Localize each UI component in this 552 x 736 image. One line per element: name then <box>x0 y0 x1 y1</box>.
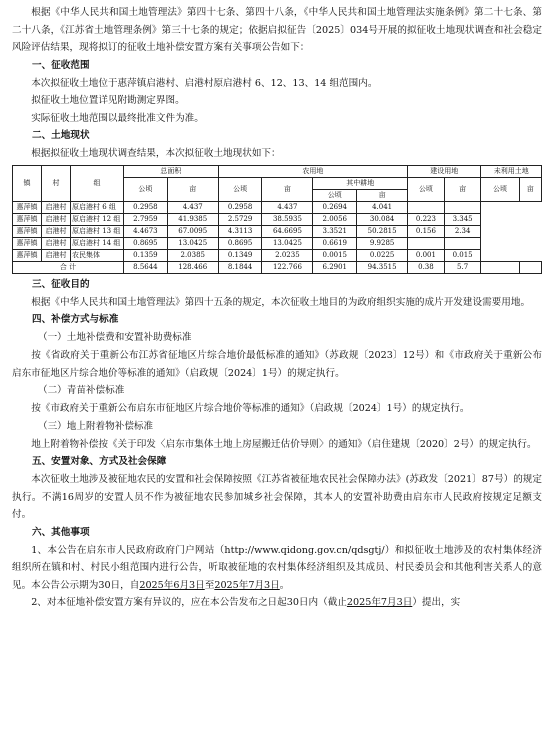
table-cell: 2.0385 <box>167 249 218 261</box>
table-cell: 2.34 <box>444 225 481 237</box>
table-cell: 4.041 <box>357 201 408 213</box>
header-of-which-farmland: 其中耕地 <box>313 177 408 189</box>
table-cell: 惠萍镇 <box>13 237 42 249</box>
s1-paragraph-1: 本次拟征收土地位于惠萍镇启港村、启港村原启港村 6、12、13、14 组范围内。 <box>31 77 378 89</box>
unit-gq: 公顷 <box>313 189 357 201</box>
table-cell: 0.223 <box>408 213 445 225</box>
group-name-cell: 农民集体 <box>71 249 124 261</box>
table-row <box>13 249 542 261</box>
table-cell: 0.6619 <box>313 237 357 249</box>
group-name-cell: 原启港村 14 组 <box>71 237 124 249</box>
table-cell: 0.156 <box>408 225 445 237</box>
s6-p2-text-a: 2、对本征地补偿安置方案有异议的，应在本公告发布之日起30日内（截止 <box>31 597 347 608</box>
table-cell: 0.0015 <box>313 249 357 261</box>
header-total-area: 总面积 <box>124 165 219 177</box>
table-cell: 41.9385 <box>167 213 218 225</box>
unit-mu: 亩 <box>357 189 408 201</box>
unit-gq: 公顷 <box>218 177 262 201</box>
table-cell: 0.001 <box>408 249 445 261</box>
unit-mu: 亩 <box>444 177 481 201</box>
s4-paragraph-1: 按《省政府关于重新公布江苏省征地区片综合地价最低标准的通知》（苏政规〔2023〕12号）和《市政府关于重新公布启东市征地区片综合地价等标准的通知》（启政规〔2024〕1号）的规定执行。 <box>12 350 542 379</box>
table-cell: 2.7959 <box>124 213 168 225</box>
table-cell: 94.3515 <box>357 261 408 273</box>
s4-subtitle-2: （二）青苗补偿标准 <box>38 385 125 396</box>
s4-subtitle-3: （三）地上附着物补偿标准 <box>38 420 154 432</box>
table-cell: 38.5935 <box>262 213 313 225</box>
table-cell: 8.5644 <box>124 261 168 273</box>
group-name-cell: 原启港村 12 组 <box>71 213 124 225</box>
table-cell <box>444 201 481 213</box>
table-cell: 6.2901 <box>313 261 357 273</box>
table-cell: 3.3521 <box>313 225 357 237</box>
table-cell <box>519 261 541 273</box>
table-cell: 4.437 <box>167 201 218 213</box>
table-cell: 惠萍镇 <box>13 201 42 213</box>
table-cell: 0.1349 <box>218 249 262 261</box>
s3-paragraph-1: 根据《中华人民共和国土地管理法》第四十五条的规定，本次征收土地目的为政府组织实施的成片开发建设需要用地。 <box>31 296 531 308</box>
section-4-title: 四、补偿方式与标准 <box>32 314 119 325</box>
table-cell: 启港村 <box>42 237 71 249</box>
table-cell: 30.084 <box>357 213 408 225</box>
intro-paragraph: 根据《中华人民共和国土地管理法》第四十七条、第四十八条，《中华人民共和国土地管理法实施条例》第二十七条、第二十八条，《江苏省土地管理条例》第三十七条的规定；依据启拟征告〔2025〕034号开展的拟征收土地现状调查和社会稳定风险评估结果，现将拟订的征收土地补偿安置方案有关事项公告如下： <box>12 7 542 53</box>
unit-gq: 公顷 <box>408 177 445 201</box>
table-cell: 0.8695 <box>218 237 262 249</box>
s6-paragraph-1 <box>12 542 542 595</box>
table-cell <box>408 237 445 249</box>
date-start: 2025年6月3日 <box>139 579 205 591</box>
table-cell: 8.1844 <box>218 261 262 273</box>
total-row <box>13 261 542 273</box>
s1-paragraph-2: 拟征收土地位置详见附勘测定界图。 <box>31 95 185 106</box>
s1-paragraph-3: 实际征收土地范围以最终批准文件为准。 <box>31 112 204 124</box>
s6-paragraph-2 <box>12 594 542 612</box>
table-cell: 0.8695 <box>124 237 168 249</box>
total-label: 合 计 <box>13 261 124 273</box>
table-cell: 启港村 <box>42 201 71 213</box>
s6-p1-text-c: 。 <box>279 579 290 591</box>
table-cell: 0.38 <box>408 261 445 273</box>
section-3-title: 三、征收目的 <box>32 278 90 290</box>
table-row <box>13 213 542 225</box>
table-cell: 2.0235 <box>262 249 313 261</box>
s2-paragraph-1: 根据拟征收土地现状调查结果，本次拟征收土地现状如下： <box>31 148 281 159</box>
table-row <box>13 237 542 249</box>
table-cell <box>481 261 519 273</box>
table-cell: 惠萍镇 <box>13 249 42 261</box>
table-cell: 50.2815 <box>357 225 408 237</box>
group-name-cell: 原启港村 6 组 <box>71 201 124 213</box>
header-unused-land: 未利用土地 <box>481 165 542 177</box>
table-cell: 0.1359 <box>124 249 168 261</box>
table-cell: 惠萍镇 <box>13 225 42 237</box>
s4-subtitle-1: （一）土地补偿费和安置补助费标准 <box>38 332 192 343</box>
section-1-title: 一、征收范围 <box>32 59 90 71</box>
date-deadline: 2025年7月3日 <box>346 597 413 608</box>
s5-paragraph-1: 本次征收土地涉及被征地农民的安置和社会保障按照《江苏省被征地农民社会保障办法》(苏政发〔2021〕87号）的规定执行。不满16周岁的安置人员不作为被征地农民参加城乡社会保障，其本人的安置补助费由启东市人民政府按规定足额支付。 <box>12 474 542 520</box>
table-cell <box>444 237 481 249</box>
date-end: 2025年7月3日 <box>214 579 280 591</box>
unit-gq: 公顷 <box>124 177 168 201</box>
table-row <box>13 201 542 213</box>
header-build-land: 建设用地 <box>408 165 481 177</box>
header-village: 村 <box>42 165 71 201</box>
section-5-title: 五、安置对象、方式及社会保障 <box>32 456 167 467</box>
table-cell: 4.4673 <box>124 225 168 237</box>
table-cell: 3.345 <box>444 213 481 225</box>
table-cell: 惠萍镇 <box>13 213 42 225</box>
land-status-table <box>12 165 542 274</box>
table-cell: 67.0095 <box>167 225 218 237</box>
unit-mu: 亩 <box>519 177 541 201</box>
table-cell: 13.0425 <box>262 237 313 249</box>
header-town: 镇 <box>13 165 42 201</box>
table-cell: 2.0056 <box>313 213 357 225</box>
group-name-cell: 原启港村 13 组 <box>71 225 124 237</box>
table-cell: 0.2958 <box>124 201 168 213</box>
table-cell: 128.466 <box>167 261 218 273</box>
table-cell: 13.0425 <box>167 237 218 249</box>
section-2-title: 二、土地现状 <box>32 130 90 141</box>
s4-paragraph-3: 地上附着物补偿按《关于印发〈启东市集体土地上房屋搬迁估价导则〉的通知》（启住建规〔2020〕2号）的规定执行。 <box>31 438 537 450</box>
table-cell: 0.2958 <box>218 201 262 213</box>
table-cell: 启港村 <box>42 225 71 237</box>
s6-p1-text-b: 至 <box>204 579 215 591</box>
unit-mu: 亩 <box>167 177 218 201</box>
table-cell: 64.6695 <box>262 225 313 237</box>
table-cell: 0.2694 <box>313 201 357 213</box>
table-cell <box>408 201 445 213</box>
table-cell: 9.9285 <box>357 237 408 249</box>
header-agri-land: 农用地 <box>218 165 407 177</box>
s6-p2-text-b: ）提出，实 <box>412 597 461 608</box>
table-cell: 5.7 <box>444 261 481 273</box>
unit-mu: 亩 <box>262 177 313 201</box>
unit-gq: 公顷 <box>481 177 519 201</box>
s6-p1-text-a: 1、本公告在启东市人民政府政府门户网站（http://www.qidong.gov.cn/qdsgtj/）和拟征收土地涉及的农村集体经济组织所在镇和村、村民小组范围内进行公告，听取被征地的农村集体经济组织及其成员、村民委员会和其他利害关系人的意见。本公告公示期为30日，自 <box>12 544 542 591</box>
table-cell: 122.766 <box>262 261 313 273</box>
table-cell: 启港村 <box>42 213 71 225</box>
section-6-title: 六、其他事项 <box>32 526 90 538</box>
table-cell: 4.3113 <box>218 225 262 237</box>
table-cell: 2.5729 <box>218 213 262 225</box>
s4-paragraph-2: 按《市政府关于重新公布启东市征地区片综合地价等标准的通知》（启政规〔2024〕1号）的规定执行。 <box>31 403 470 414</box>
table-cell: 0.015 <box>444 249 481 261</box>
table-cell: 0.0225 <box>357 249 408 261</box>
table-cell: 4.437 <box>262 201 313 213</box>
header-group: 组 <box>71 165 124 201</box>
table-row <box>13 225 542 237</box>
table-cell: 启港村 <box>42 249 71 261</box>
